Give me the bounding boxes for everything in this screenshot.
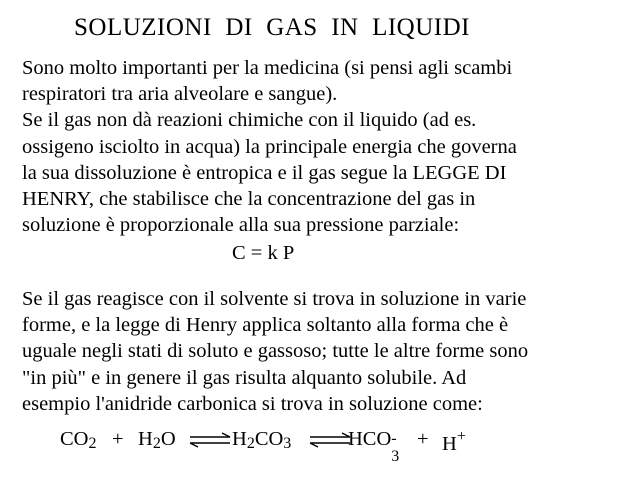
h2o-subscript: 2 (152, 435, 161, 452)
h2o-o: O (160, 428, 176, 450)
h2o-formula (138, 428, 176, 453)
hydrogen-charge: + (456, 428, 466, 445)
henry-formula: C = k P (232, 242, 295, 264)
paragraph-reactive-gas (22, 286, 528, 417)
co2-symbol: CO (60, 428, 89, 450)
h2co3-co: CO (254, 428, 284, 450)
text-line: forme, e la legge di Henry applica soltanto alla forma che è (22, 314, 509, 337)
h2o-h: H (138, 428, 153, 450)
hco3-formula (348, 428, 401, 465)
co2-formula (60, 428, 96, 453)
co2-subscript: 2 (88, 435, 97, 452)
text-line: ossigeno isciolto in acqua) la principale energia che governa (22, 135, 517, 158)
text-line: soluzione è proporzionale alla sua pressione parziale: (22, 214, 460, 237)
text-line: esempio l'anidride carbonica si trova in soluzione come: (22, 392, 483, 415)
hydrogen-ion (442, 428, 466, 456)
text-line: "in più" e in genere il gas risulta alquanto solubile. Ad (22, 366, 467, 389)
equilibrium-arrow-icon (188, 432, 232, 448)
hco3-subscript: 3 (391, 448, 400, 465)
text-line: uguale negli stati di soluto e gassoso; tutte le altre forme sono (22, 340, 529, 363)
h2co3-formula (232, 428, 291, 453)
paragraph-henry-law (22, 55, 517, 238)
hydrogen-symbol: H (442, 433, 457, 455)
equilibrium-arrow-icon (308, 432, 352, 448)
text-line: la sua dissoluzione è entropica e il gas segue la LEGGE DI (22, 161, 507, 184)
h2co3-subscript-h: 2 (246, 435, 255, 452)
hco3-charge: - (391, 430, 397, 447)
plus-sign: + (112, 428, 124, 450)
h2co3-h: H (232, 428, 247, 450)
hco3-symbol: HCO (348, 428, 392, 450)
text-line: respiratori tra aria alveolare e sangue). (22, 83, 338, 106)
text-line: Se il gas non dà reazioni chimiche con il liquido (ad es. (22, 109, 477, 132)
h2co3-subscript-o: 3 (283, 435, 292, 452)
page-title: SOLUZIONI DI GAS IN LIQUIDI (74, 14, 470, 41)
plus-sign: + (417, 428, 429, 450)
text-line: Se il gas reagisce con il solvente si trova in soluzione in varie (22, 288, 527, 310)
text-line: Sono molto importanti per la medicina (si pensi agli scambi (22, 57, 513, 79)
text-line: HENRY, che stabilisce che la concentrazione del gas in (22, 187, 476, 210)
